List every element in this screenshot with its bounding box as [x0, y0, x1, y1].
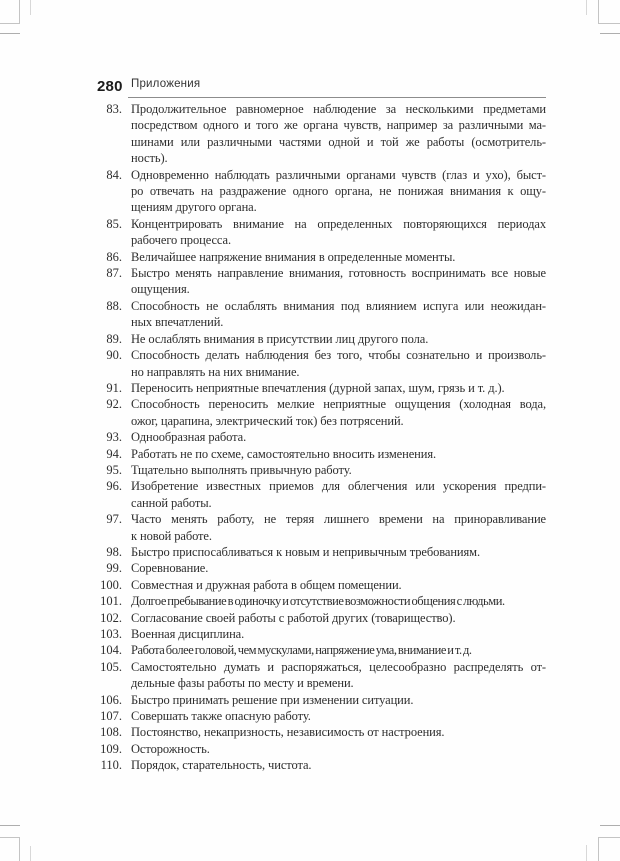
item-text-line: Совершать также опасную работу.: [131, 709, 311, 724]
item-number: 97.: [106, 512, 122, 527]
item-text-line: дельные фазы работы по месту и времени.: [131, 676, 354, 691]
item-text: [131, 429, 546, 445]
item-text: [131, 380, 546, 396]
item-text: [131, 101, 546, 167]
item-number: 90.: [106, 348, 122, 363]
list-item: [93, 347, 546, 380]
item-number: 96.: [106, 479, 122, 494]
item-number: 108.: [100, 725, 122, 740]
item-number: 99.: [106, 561, 122, 576]
item-text: [131, 478, 546, 511]
list-item: [93, 249, 546, 265]
crop-mark-line: [0, 23, 20, 24]
list-item: [93, 167, 546, 216]
item-text-line: но направлять на них внимание.: [131, 364, 300, 379]
item-text-line: ность).: [131, 151, 168, 166]
item-number: 89.: [106, 331, 122, 346]
item-number: 109.: [100, 741, 122, 756]
running-head-rule: [128, 74, 546, 98]
running-head: [97, 74, 546, 98]
list-item: [93, 659, 546, 692]
list-item: [93, 593, 546, 609]
item-number: 94.: [106, 446, 122, 461]
list-item: [93, 544, 546, 560]
item-text: [131, 446, 546, 462]
crop-mark-line: [598, 837, 620, 838]
item-number: 86.: [106, 249, 122, 264]
list-item: [93, 511, 546, 544]
item-text-line: Часто менять работу, не теряя лишнего времени на приноравливание: [131, 512, 546, 527]
item-number: 95.: [106, 462, 122, 477]
item-text: [131, 610, 546, 626]
item-text: [131, 249, 546, 265]
item-text-line: ро отвечать на раздражение одного органа, не понижая внимания к ощу-: [131, 184, 546, 199]
item-number: 107.: [100, 709, 122, 724]
item-text-line: рабочего процесса.: [131, 233, 231, 248]
item-number: 106.: [100, 692, 122, 707]
list-item: [93, 741, 546, 757]
crop-mark-line: [0, 825, 20, 826]
item-text: [131, 626, 546, 642]
item-number: 104.: [100, 643, 122, 658]
item-text: [131, 347, 546, 380]
item-text: [131, 577, 546, 593]
item-text: [131, 692, 546, 708]
item-number: 102.: [100, 610, 122, 625]
item-text: [131, 544, 546, 560]
crop-mark-line: [598, 837, 599, 861]
item-text: [131, 708, 546, 724]
item-text-line: Не ослаблять внимания в присутствии лиц другого пола.: [131, 331, 429, 346]
list-item: [93, 265, 546, 298]
list-item: [93, 429, 546, 445]
item-text: [131, 298, 546, 331]
item-text-line: Работать не по схеме, самостоятельно вносить изменения.: [131, 446, 436, 461]
item-text-line: Совместная и дружная работа в общем помещении.: [131, 577, 402, 592]
item-text-line: Постоянство, некапризность, независимость от настроения.: [131, 725, 445, 740]
list-item: [93, 478, 546, 511]
item-text-line: Способность переносить мелкие неприятные ощущения (холодная вода,: [131, 397, 546, 412]
item-text-line: к новой работе.: [131, 528, 212, 543]
item-number: 103.: [100, 627, 122, 641]
item-number: 87.: [106, 266, 122, 281]
item-text-line: Способность не ослаблять внимания под влиянием испуга или неожидан-: [131, 298, 546, 313]
item-number: 98.: [106, 544, 122, 559]
item-text-line: санной работы.: [131, 495, 212, 510]
item-text: [131, 642, 546, 658]
item-text-line: Тщательно выполнять привычную работу.: [131, 462, 352, 477]
item-text: [131, 511, 546, 544]
item-number: 83.: [106, 102, 122, 116]
item-text-line: Самостоятельно думать и распоряжаться, целесообразно распределять от-: [131, 659, 546, 674]
item-text: [131, 593, 546, 609]
crop-mark-line: [19, 837, 20, 861]
list-item: [93, 577, 546, 593]
item-text: [131, 757, 546, 773]
item-number: 105.: [100, 659, 122, 674]
item-text: [131, 396, 546, 429]
item-number: 92.: [106, 397, 122, 412]
item-number: 85.: [106, 216, 122, 231]
list-item: [93, 331, 546, 347]
list-item: [93, 380, 546, 396]
item-text-line: Осторожность.: [131, 741, 210, 756]
crop-mark-line: [598, 23, 620, 24]
item-text: [131, 560, 546, 576]
item-number: 93.: [106, 430, 122, 445]
list-item: [93, 101, 546, 167]
item-text-line: Концентрировать внимание на определенных повторяющихся периодах: [131, 216, 546, 231]
item-text-line: Согласование своей работы с работой других (товарищество).: [131, 610, 456, 625]
item-number: 110.: [100, 758, 122, 773]
item-text-line: Быстро приспосабливаться к новым и непривычным требованиям.: [131, 544, 481, 559]
item-text-line: Быстро принимать решение при изменении ситуации.: [131, 692, 414, 707]
list-item: [93, 692, 546, 708]
item-text-line: Соревнование.: [131, 561, 209, 576]
item-number: 100.: [100, 577, 122, 592]
item-text: [131, 659, 546, 692]
item-text: [131, 167, 546, 216]
item-text: [131, 331, 546, 347]
list-item: [93, 642, 546, 658]
crop-mark-line: [30, 0, 31, 15]
running-head-title: Приложения: [131, 78, 201, 90]
item-text-line: Одновременно наблюдать различными органами чувств (глаз и ухо), быст-: [131, 167, 546, 182]
item-number: 91.: [106, 380, 122, 395]
crop-mark-line: [600, 825, 620, 826]
list-item: [93, 626, 546, 642]
item-text: [131, 724, 546, 740]
item-text-line: шинами или различными частями одной и той же работы (осмотритель-: [131, 134, 546, 149]
item-text-line: Быстро менять направление внимания, готовность воспринимать все новые: [131, 266, 546, 281]
item-number: 101.: [100, 594, 122, 609]
crop-mark-line: [598, 0, 599, 23]
crop-mark-line: [0, 33, 20, 34]
item-text-line: ных впечатлений.: [131, 315, 224, 330]
item-text-line: посредством одного и того же органа чувств, например за различными ма-: [131, 118, 546, 133]
item-number: 84.: [106, 167, 122, 182]
crop-mark-line: [586, 845, 587, 861]
list-item: [93, 724, 546, 740]
crop-mark-line: [0, 837, 20, 838]
list-item: [93, 610, 546, 626]
item-text: [131, 216, 546, 249]
item-text-line: Однообразная работа.: [131, 430, 247, 445]
item-text-line: Продолжительное равномерное наблюдение за несколькими предметами: [131, 102, 546, 116]
item-text-line: Долгое пребывание в одиночку и отсутствие возможности общения с людьми.: [131, 594, 505, 609]
item-number: 88.: [106, 298, 122, 313]
page-number: 280: [97, 78, 123, 95]
item-text-line: ожог, царапина, электрический ток) без потрясений.: [131, 413, 404, 428]
appendix-list: [93, 101, 546, 774]
crop-mark-line: [30, 846, 31, 861]
list-item: [93, 446, 546, 462]
item-text-line: Работа более головой, чем мускулами, напряжение ума, внимание и т. д.: [131, 643, 472, 658]
crop-mark-line: [19, 0, 20, 23]
crop-mark-line: [586, 0, 587, 15]
list-item: [93, 757, 546, 773]
item-text-line: Величайшее напряжение внимания в определенные моменты.: [131, 249, 456, 264]
item-text-line: Изобретение известных приемов для облегчения или ускорения предпи-: [131, 479, 546, 494]
crop-mark-line: [600, 33, 620, 34]
list-item: [93, 298, 546, 331]
item-text-line: ощущения.: [131, 282, 190, 297]
list-item: [93, 560, 546, 576]
item-text: [131, 462, 546, 478]
item-text-line: Порядок, старательность, чистота.: [131, 758, 312, 773]
item-text-line: щениям другого органа.: [131, 200, 257, 215]
list-item: [93, 462, 546, 478]
list-item: [93, 708, 546, 724]
list-item: [93, 216, 546, 249]
item-text-line: Военная дисциплина.: [131, 627, 245, 641]
item-text-line: Переносить неприятные впечатления (дурной запах, шум, грязь и т. д.).: [131, 380, 505, 395]
item-text: [131, 741, 546, 757]
item-text-line: Способность делать наблюдения без того, чтобы сознательно и произволь-: [131, 348, 546, 363]
item-text: [131, 265, 546, 298]
list-item: [93, 396, 546, 429]
